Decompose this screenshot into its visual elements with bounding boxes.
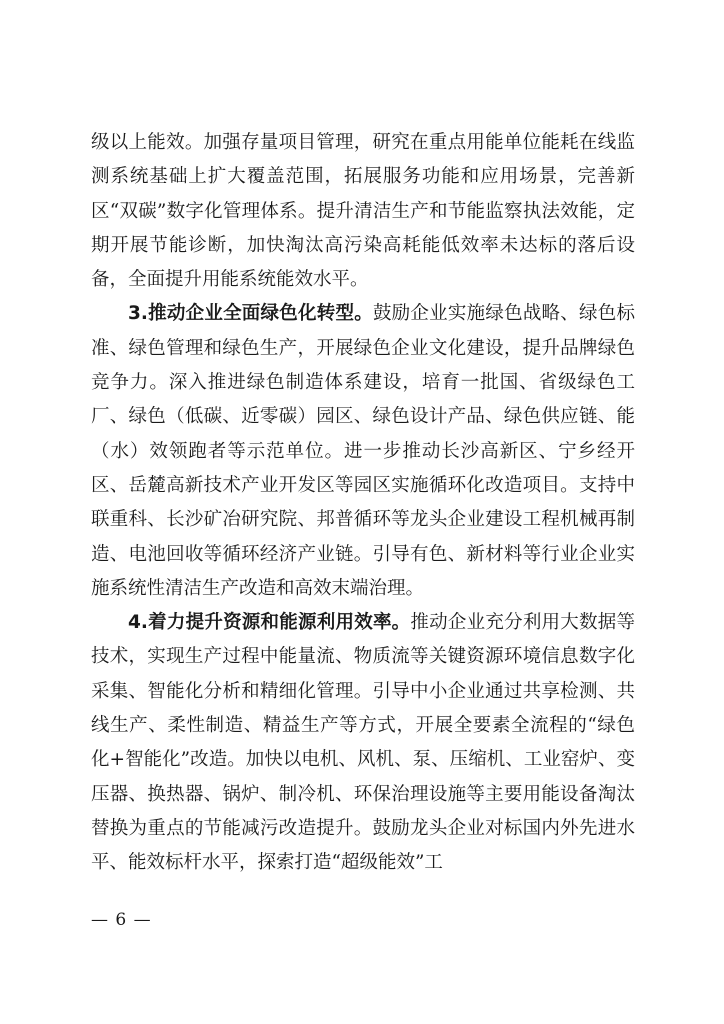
paragraph-2-text: 鼓励企业实施绿色战略、绿色标准、绿色管理和绿色生产，开展绿色企业文化建设，提升品牌绿色竞争力。深入推进绿色制造体系建设，培育一批国、省级绿色工厂、绿色（低碳、近零碳）园区、绿色设计产品、绿色供应链、能（水）效领跑者等示范单位。进一步推动长沙高新区、宁乡经开区、岳麓高新技术产业开发区等园区实施循环化改造项目。支持中联重科、长沙矿冶研究院、邦普循环等龙头企业建设工程机械再制造、电池回收等循环经济产业链。引导有色、新材料等行业企业实施系统性清洁生产改造和高效末端治理。 (91, 303, 635, 599)
paragraph-3-text: 推动企业充分利用大数据等技术，实现生产过程中能量流、物质流等关键资源环境信息数字化采集、智能化分析和精细化管理。引导中小企业通过共享检测、共线生产、柔性制造、精益生产等方式，开展全要素全流程的“绿色化+智能化”改造。加快以电机、风机、泵、压缩机、工业窑炉、变压器、换热器、锅炉、制冷机、环保治理设施等主要用能设备淘汰替换为重点的节能减污改造提升。鼓励龙头企业对标国内外先进水平、能效标杆水平，探索打造“超级能效”工 (91, 612, 635, 874)
paragraph-3 (91, 606, 635, 880)
paragraph-1 (91, 126, 635, 297)
paragraph-2-heading: 3.推动企业全面绿色化转型。 (128, 303, 373, 325)
body-text (91, 126, 635, 881)
paragraph-1-text: 级以上能效。加强存量项目管理，研究在重点用能单位能耗在线监测系统基础上扩大覆盖范围，拓展服务功能和应用场景，完善新区“双碳”数字化管理体系。提升清洁生产和节能监察执法效能，定期开展节能诊断，加快淘汰高污染高耗能低效率未达标的落后设备，全面提升用能系统能效水平。 (91, 132, 635, 291)
page-number: — 6 — (91, 910, 152, 930)
paragraph-2 (91, 297, 635, 606)
paragraph-3-heading: 4.着力提升资源和能源利用效率。 (128, 612, 411, 634)
